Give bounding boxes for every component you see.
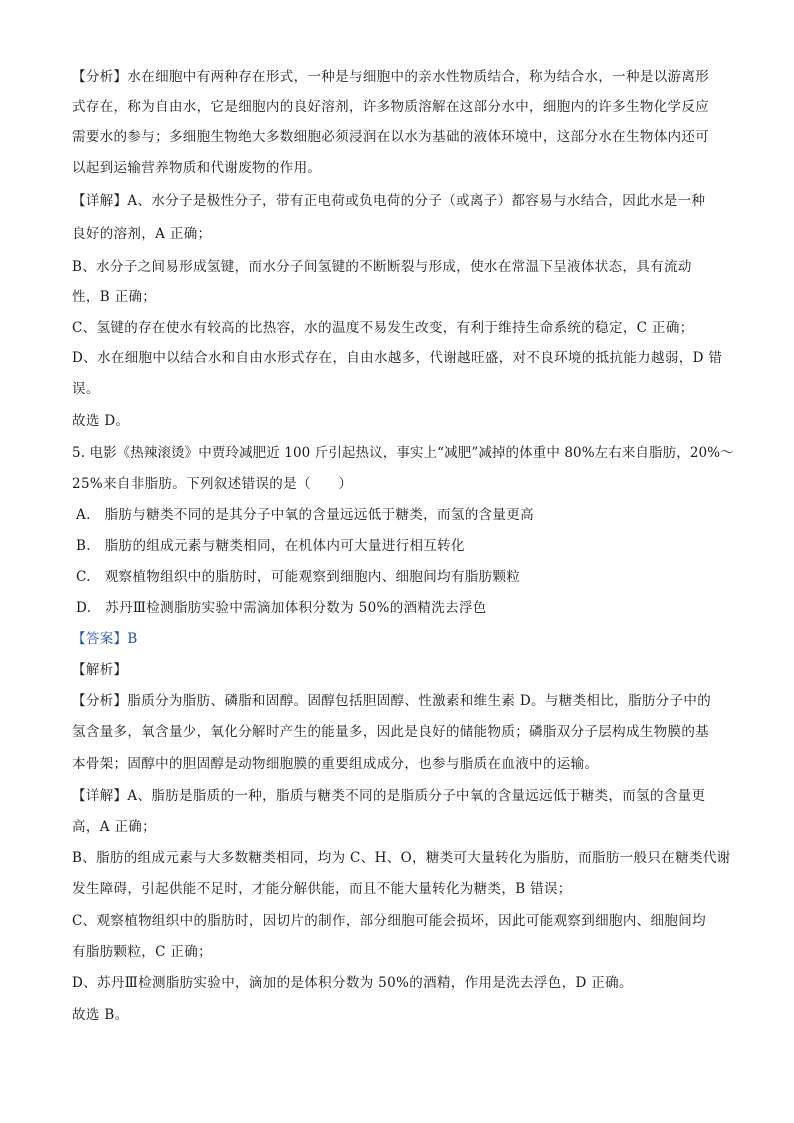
q5-conclusion-line: 故选 B。	[72, 1007, 129, 1023]
detail-option-b-line-1: B、水分子之间易形成氢键，而水分子间氢键的不断断裂与形成，使水在常温下呈液体状态，具有流动	[72, 259, 692, 275]
conclusion-line: 故选 D。	[72, 413, 130, 429]
question-5-option-a: A. 脂肪与糖类不同的是其分子中氧的含量远远低于糖类，而氢的含量更高	[76, 507, 534, 523]
detail-option-d-line-2: 误。	[72, 381, 100, 397]
q5-detail-d-line: D、苏丹Ⅲ检测脂肪实验中，滴加的是体积分数为 50%的酒精，作用是洗去浮色，D 正确。	[72, 975, 633, 991]
detail-option-b-line-2: 性，B 正确；	[72, 289, 157, 305]
q5-detail-a-line-2: 高，A 正确；	[72, 819, 156, 835]
q5-analysis-line-1: 【分析】脂质分为脂肪、磷脂和固醇。固醇包括胆固醇、性激素和维生素 D。与糖类相比，脂肪分子中的	[72, 693, 712, 709]
q5-analysis-line-3: 本骨架；固醇中的胆固醇是动物细胞膜的重要组成成分，也参与脂质在血液中的运输。	[72, 756, 599, 772]
q5-analysis-line-2: 氢含量多，氧含量少，氧化分解时产生的能量多，因此是良好的储能物质；磷脂双分子层构成生物膜的基	[72, 724, 710, 740]
detail-option-a-line-2: 良好的溶剂，A 正确；	[72, 226, 212, 242]
q5-detail-b-line-2: 发生障碍，引起供能不足时，才能分解供能，而且不能大量转化为糖类，B 错误；	[72, 881, 572, 897]
question-5-stem-line-2: 25%来自非脂肪。下列叙述错误的是（ ）	[72, 476, 353, 492]
answer-line: 【答案】B	[72, 631, 138, 647]
analysis-paragraph-line-2: 式存在，称为自由水，它是细胞内的良好溶剂，许多物质溶解在这部分水中，细胞内的许多生物化学反应	[72, 99, 710, 115]
question-5-option-b: B. 脂肪的组成元素与糖类相同，在机体内可大量进行相互转化	[76, 538, 465, 554]
q5-detail-a-line-1: 【详解】A、脂肪是脂质的一种，脂质与糖类不同的是脂质分子中氧的含量远远低于糖类，而氢的含量更	[72, 788, 706, 804]
analysis-paragraph-line-3: 需要水的参与；多细胞生物绝大多数细胞必须浸润在以水为基础的液体环境中，这部分水在生物体内还可	[72, 129, 710, 145]
q5-detail-b-line-1: B、脂肪的组成元素与大多数糖类相同，均为 C、H、O，糖类可大量转化为脂肪，而脂肪一般只在糖类代谢	[72, 850, 731, 866]
detail-option-d-line-1: D、水在细胞中以结合水和自由水形式存在，自由水越多，代谢越旺盛，对不良环境的抵抗能力越弱，D 错	[72, 350, 723, 366]
question-5-stem-line-1: 5. 电影《热辣滚烫》中贾玲减肥近 100 斤引起热议，事实上“减肥”减掉的体重中 80%左右来自脂肪，20%～	[72, 445, 734, 461]
q5-detail-c-line-1: C、观察植物组织中的脂肪时，因切片的制作，部分细胞可能会损坏，因此可能观察到细胞内、细胞间均	[72, 913, 706, 929]
detail-option-c-line: C、氢键的存在使水有较高的比热容，水的温度不易发生改变，有利于维持生命系统的稳定，C 正确；	[72, 320, 694, 336]
analysis-paragraph-line-1: 【分析】水在细胞中有两种存在形式，一种是与细胞中的亲水性物质结合，称为结合水，一种是以游离形	[72, 69, 710, 85]
detail-option-a-line-1: 【详解】A、水分子是极性分子，带有正电荷或负电荷的分子（或离子）都容易与水结合，因此水是一种	[72, 193, 706, 209]
question-5-option-d: D. 苏丹Ⅲ检测脂肪实验中需滴加体积分数为 50%的酒精洗去浮色	[76, 600, 487, 616]
question-5-option-c: C. 观察植物组织中的脂肪时，可能观察到细胞内、细胞间均有脂肪颗粒	[76, 569, 521, 585]
explanation-heading: 【解析】	[72, 662, 128, 678]
q5-detail-c-line-2: 有脂肪颗粒，C 正确；	[72, 944, 212, 960]
analysis-paragraph-line-4: 以起到运输营养物质和代谢废物的作用。	[72, 160, 322, 176]
